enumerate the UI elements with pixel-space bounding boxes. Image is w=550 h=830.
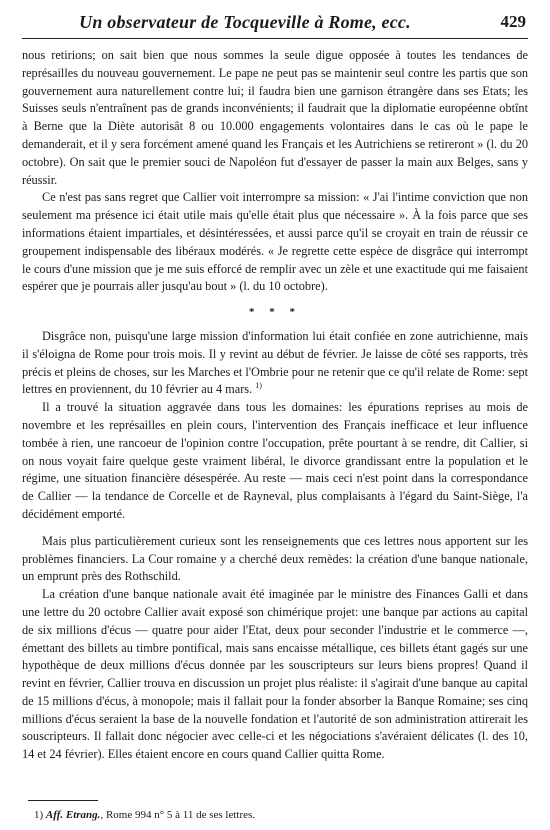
section-separator: * * * xyxy=(249,306,301,319)
footnote-source: Aff. Etrang. xyxy=(45,809,101,821)
paragraph-2: Ce n'est pas sans regret que Callier voit interrompre sa mission: « J'ai l'intime conviction que non seulement ma présence ici était utile mais qu'elle était plus que nécessaire ». À la fois parce que ses informations étaient impartiales, et désintéressées, et aussi parce qu'il se croyait en train de réussir ce groupement indispensable des libéraux modérés. « Je regrette cette espèce de disgrâce qui interrompt le cours d'une mission que je me suis efforcé de remplir avec un zèle et une exactitude qui me faisaient espérer que je pourrais aller jusqu'au bout » (l. du 10 octobre). xyxy=(22,190,528,294)
running-title: Un observateur de Tocqueville à Rome, ecc. xyxy=(79,12,411,32)
footnote xyxy=(22,808,528,822)
paragraph-3-text: Disgrâce non, puisqu'une large mission d'information lui était confiée en zone autrichienne, mais il s'éloigna de Rome pour trois mois. Il y revint au début de février. Je laisse de côté ses rapports, très précis et pleins de choses, sur les Marches et l'Ombrie pour ne retenir que ce qu'il relate de Rome: sept lettres en proviennent, du 10 février au 4 mars. xyxy=(22,328,528,397)
page-number: 429 xyxy=(500,12,526,31)
body-text xyxy=(22,47,528,764)
paragraph-3 xyxy=(22,328,528,399)
footnote-reference: 1) xyxy=(255,381,262,391)
footnote-text: , Rome 994 n° 5 à 11 de ses lettres. xyxy=(100,809,256,821)
paragraph-6: La création d'une banque nationale avait été imaginée par le ministre des Finances Galli et dans une lettre du 20 octobre Callier avait exposé son chimérique projet: une banque par actions au capital de six millions d'écus — quatre pour aider l'Etat, deux pour seconder l'industrie et le commerce —, émettant des billets au timbre pontifical, mais sans encaisse métallique, ces billets étant gagés sur une hypothèque de deux millions d'écus donnée par les souscripteurs sur leurs biens propres! Quand il revint en février, Callier trouva en discussion un projet plus réaliste: il s'agirait d'une banque au capital de 15 millions d'écus, à monopole; mais il fallait pour la fonder absorber la Banque Romaine; ses cinq millions d'écus seraient la base de la nouvelle fondation et l'autorité de son administration attirerait les souscripteurs. Il fallait donc négocier avec celle-ci et les négociations s'avéraient délicates (l. des 10, 14 et 24 février). Elles étaient encore en cours quand Callier quitta Rome. xyxy=(22,587,528,762)
paragraph-5: Mais plus particulièrement curieux sont les renseignements que ces lettres nous apportent sur les problèmes financiers. La Cour romaine y a cherché deux remèdes: la création d'une banque nationale, un emprunt près des Rothschild. xyxy=(22,533,528,584)
running-header xyxy=(22,8,528,39)
footnote-marker: 1) xyxy=(34,809,44,821)
paragraph-1: nous retirions; on sait bien que nous sommes la seule digue opposée à toutes les tendances de représailles du nouveau gouvernement. Le pape ne peut pas se maintenir seul contre les partis que son gouvernement aura naturellement contre lui; il faudra bien une garnison étrangère dans ses Etats; les Suisses seuls n'entraînent pas de grands inconvénients; il faudrait que la diplomatie européenne obtînt à Berne que la Diète autorisât 8 ou 10.000 engagements volontaires dans le cas où le pape le demanderait, et il y sera forcément amené quand les Français et les Autrichiens se retireront » (l. du 20 octobre). On sait que le premier souci de Napoléon fut d'essayer de passer la main aux Belges, sans y réussir. xyxy=(22,48,528,187)
paragraph-4: Il a trouvé la situation aggravée dans tous les domaines: les épurations reprises au mois de novembre et les représailles en plein cours, l'intervention des Français inefficace et leur influence tombée à rien, une rancoeur de l'opinion contre l'occupation, prête pourtant à se rendre, dit Callier, si on nous voyait faire quelque geste vraiment libéral, le divorce grandissant entre la population et le régime, une situation financière désespérée. Au reste — mais ceci n'est point dans la correspondance de Callier — la tendance de Corcelle et de Rayneval, plus complaisants à l'égard du Saint-Siège, l'a décidément emporté. xyxy=(22,400,528,521)
footnote-rule xyxy=(28,800,98,801)
